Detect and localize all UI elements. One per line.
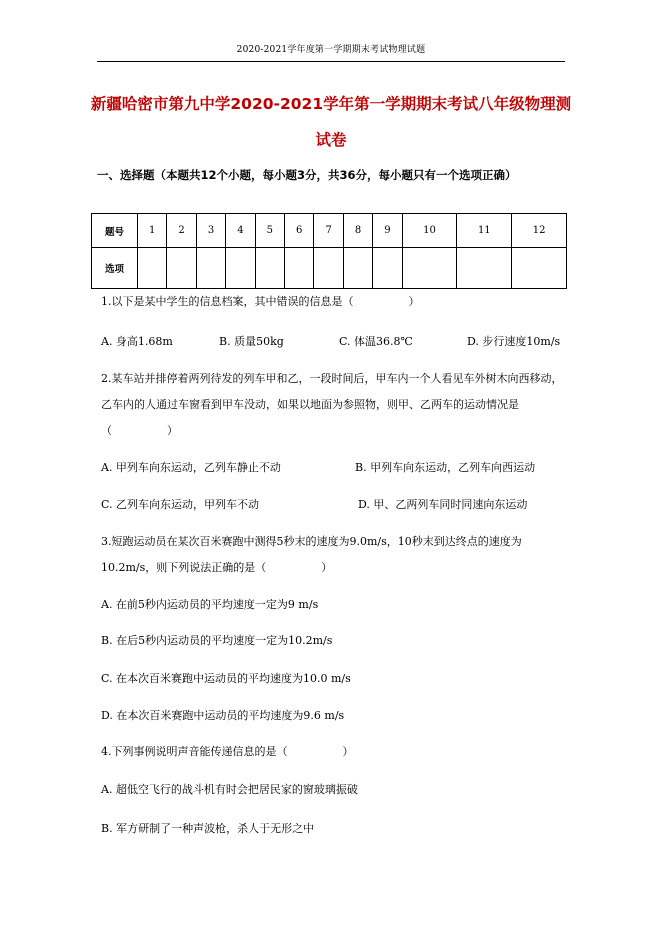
question-number-cell: 3 (196, 214, 225, 248)
question-number-cell: 7 (314, 214, 343, 248)
question-2-stem: 2.某车站并排停着两列待发的列车甲和乙，一段时间后，甲车内一个人看见车外树木向西移动，乙车内的人通过车窗看到甲车没动，如果以地面为参照物，则甲、乙两车的运动情况是（ ） (101, 372, 563, 437)
question-number-cell: 10 (402, 214, 457, 248)
answer-cell[interactable] (226, 248, 255, 289)
answer-cell[interactable] (138, 248, 167, 289)
question-number-cell: 1 (138, 214, 167, 248)
question-2-option-b: B. 甲列车向东运动，乙列车向西运动 (355, 461, 536, 474)
question-2-option-a: A. 甲列车向东运动，乙列车静止不动 (101, 461, 281, 474)
question-1-option-a: A. 身高1.68m (101, 335, 173, 348)
page-header: 2020-2021学年度第一学期期末考试物理试题 (236, 45, 426, 55)
row-label-number: 题号 (92, 214, 138, 248)
question-1-option-b: B. 质量50kg (219, 335, 284, 348)
answer-cell[interactable] (196, 248, 225, 289)
section-heading: 一、选择题（本题共12个小题，每小题3分，共36分，每小题只有一个选项正确） (97, 168, 517, 182)
question-1-option-c: C. 体温36.8℃ (339, 335, 413, 348)
answer-cell[interactable] (402, 248, 457, 289)
question-number-cell: 6 (285, 214, 314, 248)
question-number-cell: 5 (255, 214, 284, 248)
question-4-option-a: A. 超低空飞行的战斗机有时会把居民家的窗玻璃振破 (101, 783, 358, 796)
answer-cell[interactable] (167, 248, 196, 289)
question-number-cell: 12 (512, 214, 567, 248)
question-number-row (92, 214, 567, 248)
question-3-option-d: D. 在本次百米赛跑中运动员的平均速度为9.6 m/s (101, 709, 345, 722)
question-1-stem: 1.以下是某中学生的信息档案，其中错误的信息是（ ） (101, 295, 420, 308)
answer-table (91, 213, 567, 289)
header-rule (97, 61, 565, 62)
question-2-option-c: C. 乙列车向东运动，甲列车不动 (101, 498, 260, 511)
question-3-stem: 3.短跑运动员在某次百米赛跑中测得5秒末的速度为9.0m/s，10秒末到达终点的速度为10.2m/s，则下列说法正确的是（ ） (101, 535, 522, 574)
question-number-cell: 9 (373, 214, 402, 248)
answer-cell[interactable] (314, 248, 343, 289)
question-3-option-c: C. 在本次百米赛跑中运动员的平均速度为10.0 m/s (101, 672, 351, 685)
answer-choice-row (92, 248, 567, 289)
answer-cell[interactable] (457, 248, 512, 289)
answer-cell[interactable] (285, 248, 314, 289)
question-3-option-b: B. 在后5秒内运动员的平均速度一定为10.2m/s (101, 634, 333, 647)
answer-cell[interactable] (512, 248, 567, 289)
question-number-cell: 11 (457, 214, 512, 248)
question-4-option-b: B. 军方研制了一种声波枪，杀人于无形之中 (101, 822, 315, 835)
answer-cell[interactable] (373, 248, 402, 289)
question-number-cell: 2 (167, 214, 196, 248)
question-number-cell: 4 (226, 214, 255, 248)
row-label-choice: 选项 (92, 248, 138, 289)
question-2-option-d: D. 甲、乙两列车同时同速向东运动 (358, 498, 528, 511)
question-3-option-a: A. 在前5秒内运动员的平均速度一定为9 m/s (101, 598, 319, 611)
question-4-stem: 4.下列事例说明声音能传递信息的是（ ） (101, 745, 354, 758)
answer-cell[interactable] (343, 248, 372, 289)
question-number-cell: 8 (343, 214, 372, 248)
document-title: 新疆哈密市第九中学2020-2021学年第一学期期末考试八年级物理测试卷 (90, 95, 572, 149)
answer-cell[interactable] (255, 248, 284, 289)
question-1-option-d: D. 步行速度10m/s (467, 335, 561, 348)
